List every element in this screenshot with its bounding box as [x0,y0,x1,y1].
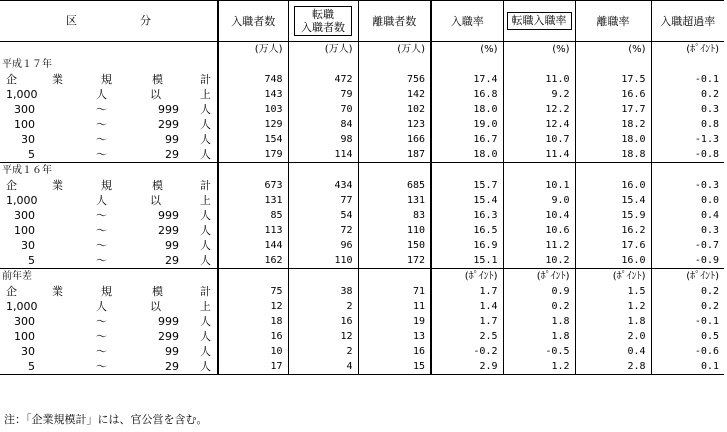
table-cell: 77 [288,193,358,208]
table-cell: 0.2 [700,301,719,312]
table-cell: 15 [358,359,431,375]
table-cell: 17.7 [575,102,651,117]
unit-label [651,163,724,179]
unit-label: (ﾎﾟｲﾝﾄ) [686,271,719,282]
table-cell: 17.5 [575,72,651,87]
row-label-part: ～ [96,254,107,267]
table-cell: 10.6 [503,223,575,238]
table-cell: 1.5 [575,284,651,299]
section-title: 平成１７年 [0,57,218,72]
col-separation-rate: 離職率 [575,1,651,42]
row-label-part: 1,000 [6,88,38,101]
row-label [0,314,218,329]
row-label-part: 計 [200,285,211,298]
division-header: 区 分 [0,1,218,42]
table-cell: 143 [218,87,288,102]
row-label-part: 人 [96,300,107,313]
unit-label [218,163,288,179]
row-label-part: 計 [200,73,211,86]
row-label-part: 100 [14,330,35,343]
table-cell: 0.9 [503,284,575,299]
row-label-part: 企 [6,73,17,86]
row-label-part: 30 [21,345,35,358]
table-cell: 756 [358,72,431,87]
row-label-part: 30 [21,239,35,252]
table-cell: 10.1 [503,178,575,193]
unit-label: (ﾎﾟｲﾝﾄ) [431,269,503,285]
row-label-part: ～ [96,148,107,161]
row-label-part: 5 [28,148,35,161]
table-cell: -0.5 [503,344,575,359]
row-label-part: 規 [101,285,112,298]
table-cell: 17 [218,359,288,375]
table-cell: 129 [218,117,288,132]
row-label-part: 300 [14,209,35,222]
table-cell: 110 [288,253,358,269]
table-cell: 18.0 [575,132,651,147]
row-label-part: 計 [200,179,211,192]
row-label-part: 人 [200,133,211,146]
row-label-part: 人 [200,315,211,328]
table-cell: 15.9 [575,208,651,223]
table-row [0,299,724,314]
table-cell: 71 [358,284,431,299]
section-title: 平成１６年 [0,163,218,179]
table-cell: 2.0 [575,329,651,344]
table-cell: 1.2 [503,359,575,375]
row-label-part: ～ [96,345,107,358]
row-label-part: 人 [200,345,211,358]
table-cell: 17.4 [431,72,503,87]
table-cell: 131 [218,193,288,208]
table-cell: 1.8 [503,314,575,329]
table-row [0,147,724,163]
table-cell: 12 [218,299,288,314]
unit-label: (万人) [358,42,431,58]
table-cell: -0.1 [694,74,719,85]
table-row [0,284,724,299]
table-cell: -0.8 [694,149,719,160]
row-label-part: 99 [165,239,179,252]
row-label-part: 99 [165,133,179,146]
row-label-part: 299 [158,118,179,131]
row-label-part: 300 [14,103,35,116]
table-row [0,314,724,329]
table-cell: 150 [358,238,431,253]
row-label-part: 5 [28,254,35,267]
table-cell: -0.3 [694,180,719,191]
table-cell: -1.3 [694,134,719,145]
table-cell: 16.3 [431,208,503,223]
table-cell: 10.7 [503,132,575,147]
table-cell: 18.0 [431,147,503,163]
row-label-part: ～ [96,224,107,237]
unit-label [503,163,575,179]
row-label-part: 人 [200,360,211,373]
row-label-part: 以 [150,88,161,101]
table-cell: 38 [288,284,358,299]
table-row [0,102,724,117]
unit-label: (%) [575,42,651,58]
row-label-part: ～ [96,239,107,252]
table-row [0,72,724,87]
section-title [0,42,218,58]
row-label-part: 以 [150,194,161,207]
section-header-row [0,42,724,58]
row-label-part: 人 [96,88,107,101]
row-label [0,72,218,87]
unit-label: (万人) [218,42,288,58]
table-cell: 13 [358,329,431,344]
table-cell: 131 [358,193,431,208]
row-label [0,102,218,117]
table-cell: 0.1 [700,361,719,372]
row-label-part: 299 [158,330,179,343]
row-label-part: ～ [96,315,107,328]
table-cell: 16.5 [431,223,503,238]
table-cell: 0.2 [700,286,719,297]
row-label-part: 模 [152,73,163,86]
row-label-part: ～ [96,118,107,131]
table-cell: 685 [358,178,431,193]
row-label [0,253,218,269]
row-label-part: 29 [165,254,179,267]
table-cell: 19.0 [431,117,503,132]
table-row [0,329,724,344]
row-label-part: 上 [200,194,211,207]
table-cell: 0.5 [700,331,719,342]
row-label-part: 人 [200,148,211,161]
row-label [0,132,218,147]
row-label [0,223,218,238]
table-cell: -0.2 [431,344,503,359]
table-row [0,193,724,208]
table-cell: 179 [218,147,288,163]
table-cell: 54 [288,208,358,223]
table-cell: 434 [288,178,358,193]
table-cell: 16 [358,344,431,359]
row-label-part: 999 [158,209,179,222]
table-cell: 84 [288,117,358,132]
row-label [0,238,218,253]
table-row [0,87,724,102]
table-cell: -0.7 [694,240,719,251]
row-label-part: 人 [200,209,211,222]
unit-label: (%) [503,42,575,58]
row-label-part: 人 [200,254,211,267]
table-row [0,344,724,359]
row-label [0,329,218,344]
row-label-part: 業 [52,179,63,192]
row-label [0,359,218,375]
table-cell: 0.4 [575,344,651,359]
table-cell: 16.7 [431,132,503,147]
table-cell: 11 [358,299,431,314]
row-label-part: 規 [101,179,112,192]
table-cell: 11.0 [503,72,575,87]
row-label-part: 300 [14,315,35,328]
table-cell: 70 [288,102,358,117]
unit-label: (ﾎﾟｲﾝﾄ) [575,269,651,285]
row-label [0,208,218,223]
row-label-part: 999 [158,315,179,328]
row-label-part: 29 [165,148,179,161]
row-label-part: ～ [96,330,107,343]
table-cell: 187 [358,147,431,163]
row-label-part: 30 [21,133,35,146]
table-cell: 9.0 [503,193,575,208]
row-label-part: 人 [200,224,211,237]
table-cell: 16 [288,314,358,329]
table-cell: 0.2 [700,89,719,100]
unit-label: (ﾎﾟｲﾝﾄ) [503,269,575,285]
row-label-part: ～ [96,360,107,373]
table-cell: -0.9 [694,255,719,266]
table-cell: 1.8 [503,329,575,344]
unit-label: (万人) [288,42,358,58]
row-label-part: 模 [152,179,163,192]
header-row [0,1,724,42]
table-cell: 16 [218,329,288,344]
row-label-part: 5 [28,360,35,373]
footnote: 注：「企業規模計」には、官公営を含む。 [4,413,208,426]
table-cell: 15.7 [431,178,503,193]
row-label-part: ～ [96,133,107,146]
table-cell: 83 [358,208,431,223]
table-cell: 85 [218,208,288,223]
row-label-part: 人 [200,118,211,131]
table-cell: 673 [218,178,288,193]
unit-label [575,163,651,179]
table-cell: 172 [358,253,431,269]
row-label-part: 人 [96,194,107,207]
table-cell: 72 [288,223,358,238]
col-hire-rate: 入職率 [431,1,503,42]
row-label-part: 1,000 [6,300,38,313]
row-label-part: 100 [14,224,35,237]
unit-label [431,163,503,179]
section-title: 前年差 [0,269,218,285]
table-cell: 102 [358,102,431,117]
table-body [0,42,724,375]
table-cell: 748 [218,72,288,87]
table-cell: 1.4 [431,299,503,314]
col-job-change-hire-rate: 転職入職率 [503,1,575,42]
section-header-row [0,163,724,179]
row-label [0,344,218,359]
table-cell: 16.9 [431,238,503,253]
table-cell: 1.7 [431,314,503,329]
row-label-part: 業 [52,285,63,298]
table-cell: 142 [358,87,431,102]
table-cell: 2 [288,299,358,314]
table-cell: 15.4 [431,193,503,208]
table-cell: -0.1 [694,316,719,327]
unit-label [288,163,358,179]
table-cell: 18.2 [575,117,651,132]
table-cell: 110 [358,223,431,238]
table-row [0,117,724,132]
row-label [0,147,218,163]
table-cell: 162 [218,253,288,269]
table-cell: 16.8 [431,87,503,102]
table-cell: 15.4 [575,193,651,208]
table-cell: 16.0 [575,253,651,269]
table-cell: 166 [358,132,431,147]
row-label-part: 業 [52,73,63,86]
table-cell: -0.6 [694,346,719,357]
row-label-part: 99 [165,345,179,358]
table-cell: 0.0 [700,195,719,206]
table-cell: 19 [358,314,431,329]
table-cell: 18.8 [575,147,651,163]
table-cell: 18 [218,314,288,329]
table-cell: 12.4 [503,117,575,132]
table-cell: 113 [218,223,288,238]
row-label-part: 模 [152,285,163,298]
row-label [0,299,218,314]
unit-label [358,163,431,179]
table-row [0,253,724,269]
table-cell: 2.8 [575,359,651,375]
row-label [0,178,218,193]
row-label [0,284,218,299]
unit-label [358,269,431,285]
table-cell: 96 [288,238,358,253]
row-label-part: 人 [200,103,211,116]
row-label-part: 299 [158,224,179,237]
table-cell: 75 [218,284,288,299]
table-cell: 1.8 [575,314,651,329]
table-cell: 79 [288,87,358,102]
table-cell: 154 [218,132,288,147]
row-label-part: 企 [6,179,17,192]
table-row [0,223,724,238]
table-cell: 16.2 [575,223,651,238]
table-cell: 2.9 [431,359,503,375]
table-cell: 16.0 [575,178,651,193]
table-cell: 0.3 [700,104,719,115]
col-hires: 入職者数 [218,1,288,42]
table-cell: 12.2 [503,102,575,117]
table-cell: 16.6 [575,87,651,102]
row-label-part: 100 [14,118,35,131]
col-job-change-hires: 転職 入職者数 [288,1,358,42]
unit-label: (%) [431,42,503,58]
row-label-part: 29 [165,360,179,373]
unit-label: (ﾎﾟｲﾝﾄ) [686,44,719,55]
row-label-part: ～ [96,209,107,222]
table-cell: 10.2 [503,253,575,269]
section-header-row [0,269,724,285]
table-cell: 0.8 [700,119,719,130]
table-cell: 98 [288,132,358,147]
row-label-part: 規 [101,73,112,86]
table-row [0,132,724,147]
row-label [0,87,218,102]
table-cell: 0.2 [503,299,575,314]
row-label [0,117,218,132]
unit-label [288,269,358,285]
table-row [0,238,724,253]
row-label-part: ～ [96,103,107,116]
table-cell: 1.2 [575,299,651,314]
row-label-part: 上 [200,300,211,313]
table-cell: 12 [288,329,358,344]
table-row [0,359,724,375]
table-cell: 17.6 [575,238,651,253]
table-row [0,178,724,193]
table-cell: 11.4 [503,147,575,163]
table-cell: 10.4 [503,208,575,223]
table-cell: 103 [218,102,288,117]
row-label-part: 以 [150,300,161,313]
row-label-part: 企 [6,285,17,298]
table-cell: 472 [288,72,358,87]
table-cell: 10 [218,344,288,359]
row-label [0,193,218,208]
table-cell: 18.0 [431,102,503,117]
table-cell: 0.3 [700,225,719,236]
row-label-part: 人 [200,330,211,343]
row-label-part: 人 [200,239,211,252]
table-cell: 15.1 [431,253,503,269]
table-cell: 11.2 [503,238,575,253]
section-title-row [0,57,724,72]
table-cell: 1.7 [431,284,503,299]
unit-label [218,269,288,285]
table-row [0,208,724,223]
row-label-part: 999 [158,103,179,116]
table-cell: 144 [218,238,288,253]
col-separations: 離職者数 [358,1,431,42]
table-cell: 2 [288,344,358,359]
table-cell: 114 [288,147,358,163]
table-cell: 0.4 [700,210,719,221]
table-cell: 123 [358,117,431,132]
table-cell: 2.5 [431,329,503,344]
row-label-part: 上 [200,88,211,101]
col-excess-hire-rate: 入職超過率 [660,14,716,28]
row-label-part: 1,000 [6,194,38,207]
table-cell: 4 [288,359,358,375]
table-cell: 9.2 [503,87,575,102]
